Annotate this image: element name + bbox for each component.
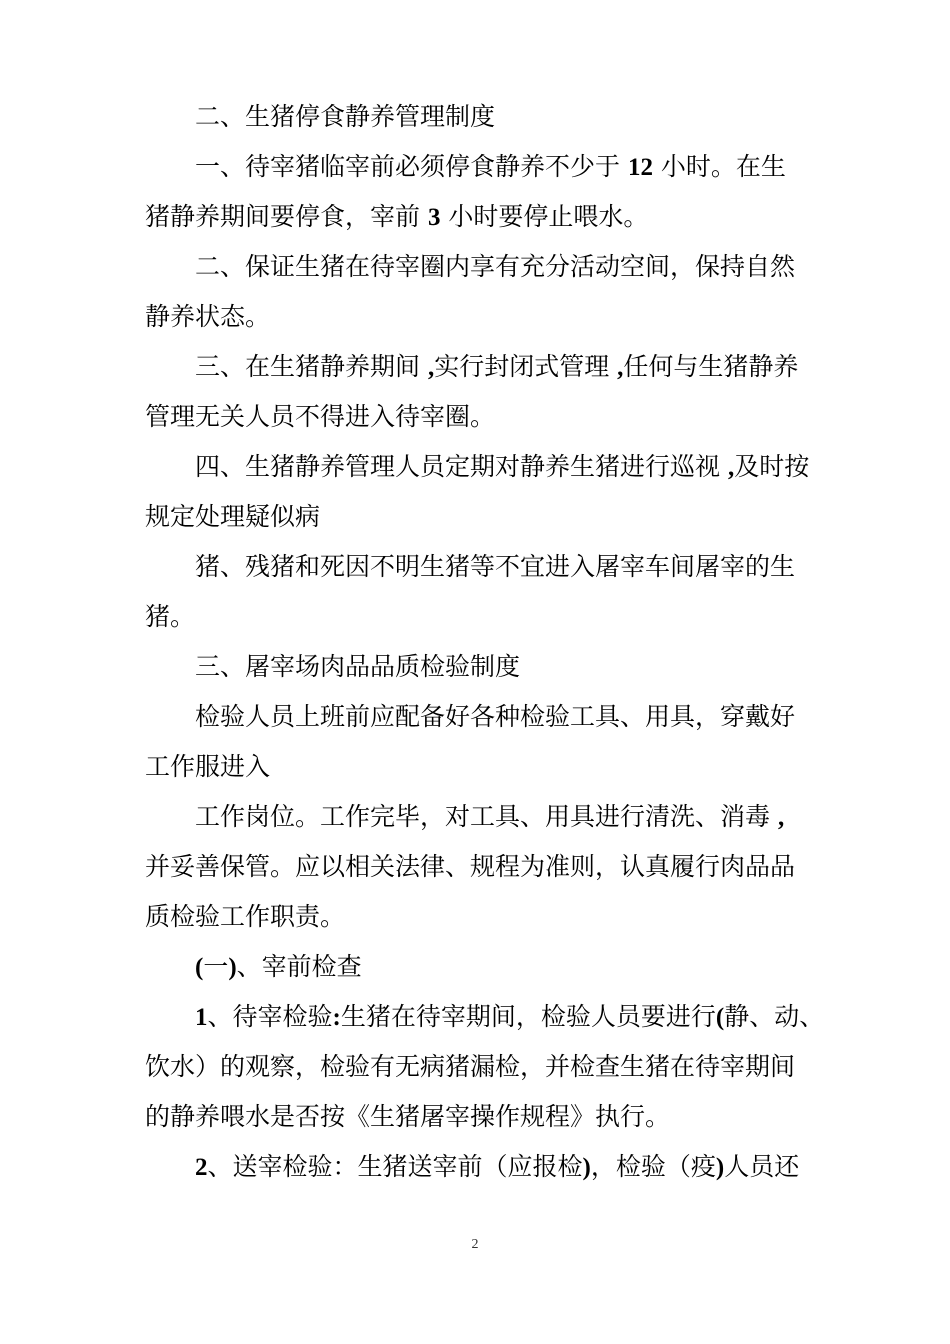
paragraph-line: 检验人员上班前应配备好各种检验工具、用具，穿戴好 bbox=[195, 702, 796, 731]
paragraph-line: 1、待宰检验:生猪在待宰期间，检验人员要进行(静、动、 bbox=[195, 1002, 825, 1031]
paragraph-line: 饮水）的观察，检验有无病猪漏检，并检查生猪在待宰期间 bbox=[145, 1052, 796, 1081]
paragraph-line: 四、生猪静养管理人员定期对静养生猪进行巡视 ,及时按 bbox=[195, 452, 810, 481]
subsection-heading: (一)、宰前检查 bbox=[195, 952, 362, 981]
section-heading: 二、生猪停食静养管理制度 bbox=[195, 102, 496, 131]
paragraph-line: 一、待宰猪临宰前必须停食静养不少于 12 小时。在生 bbox=[195, 152, 786, 181]
paragraph-line: 猪静养期间要停食，宰前 3 小时要停止喂水。 bbox=[145, 202, 649, 231]
paragraph-line: 2、送宰检验：生猪送宰前（应报检)，检验（疫)人员还 bbox=[195, 1152, 800, 1181]
paragraph-line: 猪、残猪和死因不明生猪等不宜进入屠宰车间屠宰的生 bbox=[195, 552, 796, 581]
paragraph-line: 质检验工作职责。 bbox=[145, 902, 346, 931]
page-number: 2 bbox=[471, 1237, 479, 1252]
paragraph-line: 并妥善保管。应以相关法律、规程为准则，认真履行肉品品 bbox=[145, 852, 796, 881]
paragraph-line: 规定处理疑似病 bbox=[145, 502, 321, 531]
paragraph-line: 的静养喂水是否按《生猪屠宰操作规程》执行。 bbox=[145, 1102, 671, 1131]
paragraph-line: 二、保证生猪在待宰圈内享有充分活动空间，保持自然 bbox=[195, 252, 796, 281]
paragraph-line: 工作岗位。工作完毕，对工具、用具进行清洗、消毒 , bbox=[195, 802, 785, 831]
paragraph-line: 工作服进入 bbox=[145, 752, 271, 781]
paragraph-line: 管理无关人员不得进入待宰圈。 bbox=[145, 402, 496, 431]
section-heading: 三、屠宰场肉品品质检验制度 bbox=[195, 652, 521, 681]
paragraph-line: 静养状态。 bbox=[145, 302, 271, 331]
paragraph-line: 三、在生猪静养期间 ,实行封闭式管理 ,任何与生猪静养 bbox=[195, 352, 799, 381]
paragraph-line: 猪。 bbox=[145, 602, 196, 631]
